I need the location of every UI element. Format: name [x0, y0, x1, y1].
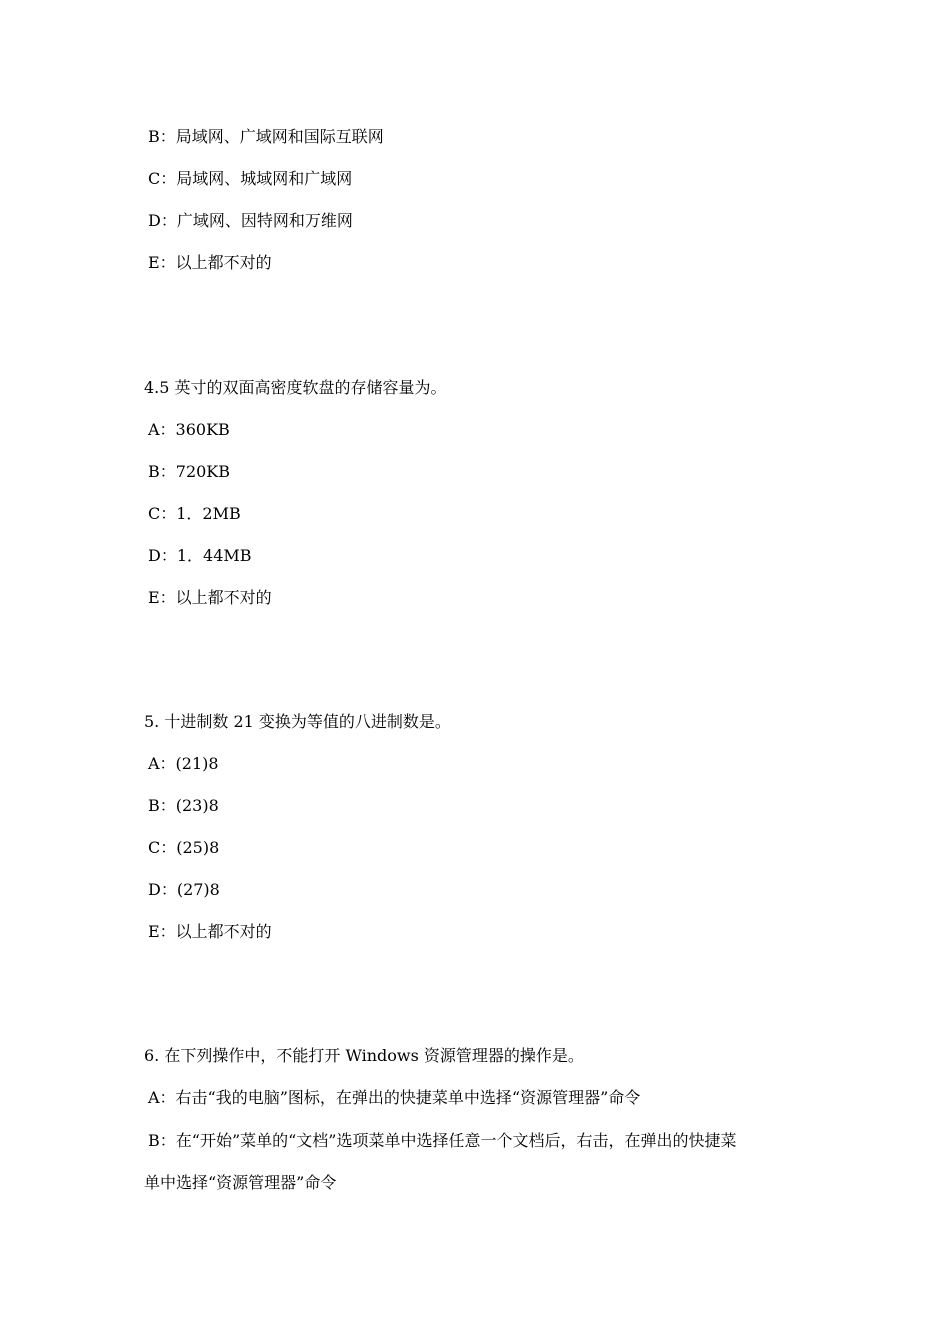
question-5: 5. 十进制数 21 变换为等值的八进制数是。: [144, 712, 451, 731]
q6-option-a: A：右击“我的电脑”图标，在弹出的快捷菜单中选择“资源管理器”命令: [148, 1088, 641, 1107]
question-6: 6. 在下列操作中，不能打开 Windows 资源管理器的操作是。: [144, 1046, 584, 1065]
q5-option-c: C：(25)8: [148, 838, 220, 857]
q4-option-b: B：720KB: [148, 462, 231, 481]
option-e: E：以上都不对的: [148, 253, 272, 272]
q5-option-a: A：(21)8: [148, 754, 219, 773]
question-4: 4.5 英寸的双面高密度软盘的存储容量为。: [144, 378, 447, 397]
q4-option-c: C：1．2MB: [148, 504, 241, 523]
q6-option-b: B：在“开始”菜单的“文档”选项菜单中选择任意一个文档后，右击，在弹出的快捷菜: [148, 1131, 737, 1150]
q4-option-a: A：360KB: [148, 420, 230, 439]
q5-option-d: D：(27)8: [148, 880, 220, 899]
option-c: C：局域网、城域网和广域网: [148, 169, 353, 188]
option-d: D：广域网、因特网和万维网: [148, 211, 353, 230]
q5-option-e: E：以上都不对的: [148, 922, 272, 941]
q6-option-b-continued: 单中选择“资源管理器”命令: [144, 1173, 337, 1192]
option-b: B：局域网、广域网和国际互联网: [148, 127, 384, 146]
q4-option-d: D：1．44MB: [148, 546, 252, 565]
q5-option-b: B：(23)8: [148, 796, 219, 815]
q4-option-e: E：以上都不对的: [148, 588, 272, 607]
